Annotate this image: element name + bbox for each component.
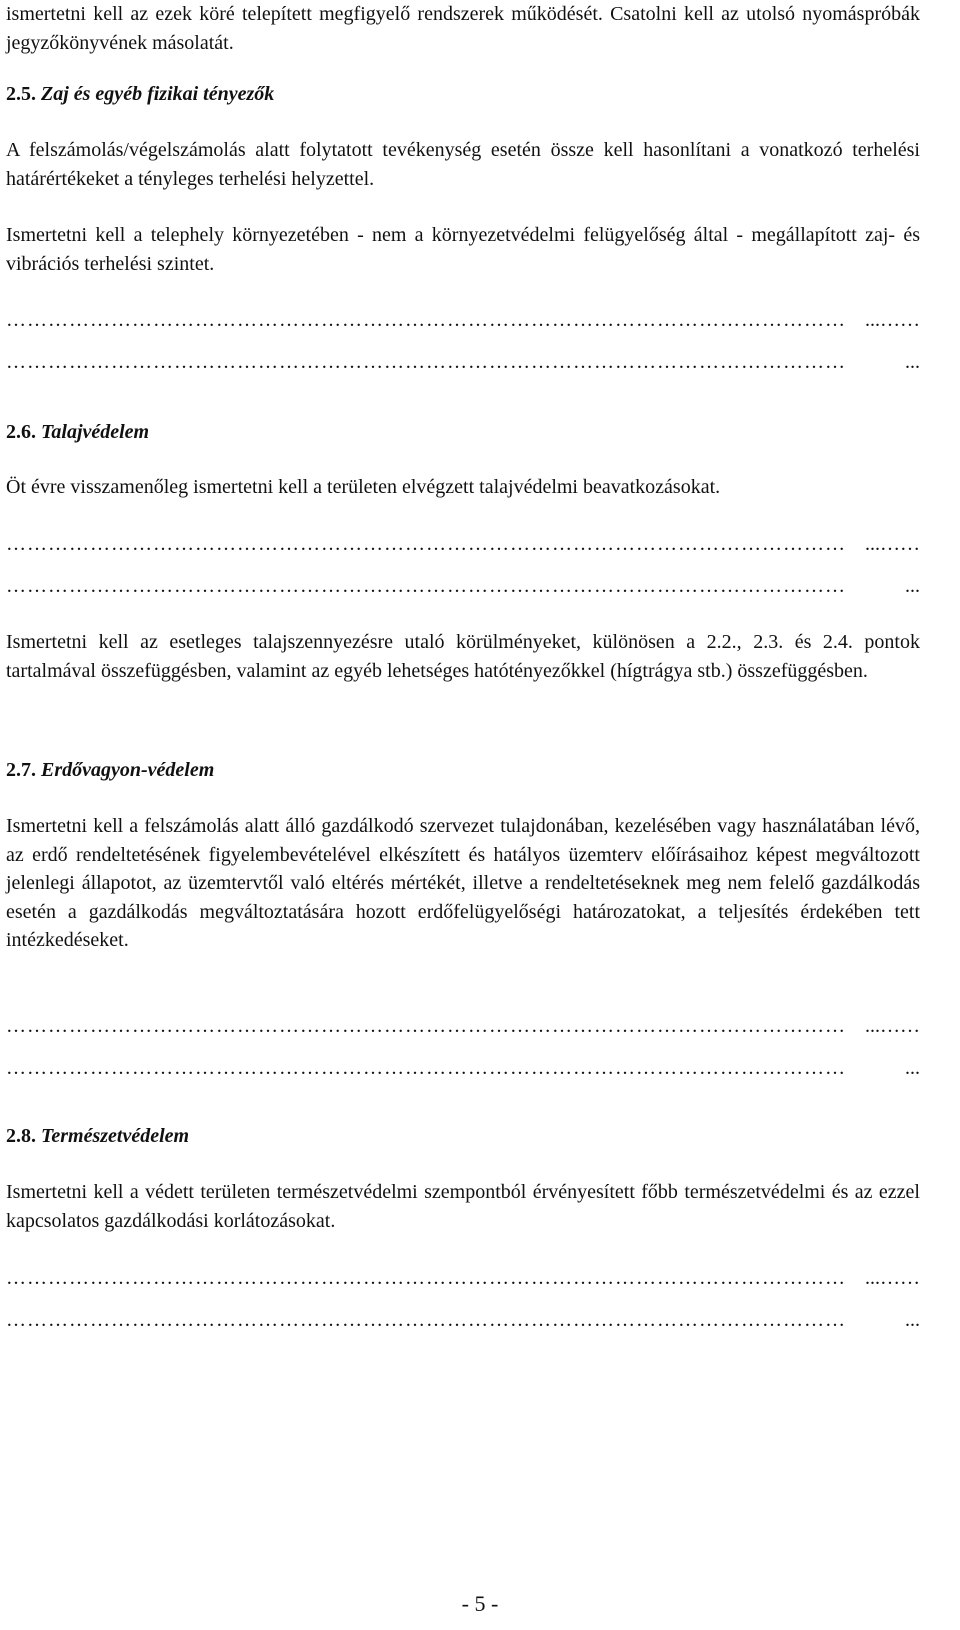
fill-in-line: ………………………………………………………………………………………………………… ... xyxy=(6,1057,920,1079)
section-number: 2.6. xyxy=(6,421,36,443)
section-number: 2.5. xyxy=(6,83,36,105)
paragraph: Ismertetni kell a védett területen természetvédelmi szempontból érvényesített főbb természetvédelmi és az ezzel kapcsolatos gazdálkodási korlátozásokat. xyxy=(6,1181,920,1232)
paragraph: Öt évre visszamenőleg ismertetni kell a területen elvégzett talajvédelmi beavatkozásokat. xyxy=(6,476,721,498)
section-number: 2.7. xyxy=(6,759,36,781)
section-number: 2.8. xyxy=(6,1125,36,1147)
fill-in-line: ………………………………………………………………………………………………………… ...…… xyxy=(6,309,920,331)
intro-paragraph: ismertetni kell az ezek köré telepített megfigyelő rendszerek működését. Csatolni kell az utolsó nyomáspróbák jegyzőkönyvének másolatát. xyxy=(6,3,920,54)
paragraph: Ismertetni kell a telephely környezetében - nem a környezetvédelmi felügyelőség által - megállapított zaj- és vibrációs terhelési szintet. xyxy=(6,224,920,275)
fill-in-line: ………………………………………………………………………………………………………… ...…… xyxy=(6,1267,920,1289)
section-heading-2-5 xyxy=(6,80,920,109)
paragraph: Ismertetni kell a felszámolás alatt álló gazdálkodó szervezet tulajdonában, kezelésében vagy használatában lévő, az erdő rendeltetésének figyelembevételével elkészített és hatályos üzemterv előírásaihoz képest megváltozott jelenlegi állapotot, az üzemtervtől való eltérés mértékét, illetve a rendeltetéseknek meg nem felelő gazdálkodás esetén a gazdálkodás megváltoztatására hozott erdőfelügyelőségi határozatokat, a teljesítés érdekében tett intézkedéseket. xyxy=(6,815,920,951)
section-heading-2-8 xyxy=(6,1122,920,1151)
paragraph: Ismertetni kell az esetleges talajszennyezésre utaló körülményeket, különösen a 2.2., 2.3. és 2.4. pontok tartalmával összefüggésben, valamint az egyéb lehetséges hatótényezőkkel (hígtrágya stb.) összefüggésben. xyxy=(6,631,920,682)
fill-in-line: ………………………………………………………………………………………………………… ...…… xyxy=(6,533,920,555)
paragraph: A felszámolás/végelszámolás alatt folytatott tevékenység esetén össze kell hasonlítani a vonatkozó terhelési határértékeket a tényleges terhelési helyzettel. xyxy=(6,139,920,190)
section-heading-2-6 xyxy=(6,418,920,447)
section-heading-2-7 xyxy=(6,756,920,785)
section-title: Talajvédelem xyxy=(41,421,150,443)
fill-in-line: ………………………………………………………………………………………………………… ... xyxy=(6,575,920,597)
fill-in-line: ………………………………………………………………………………………………………… ... xyxy=(6,351,920,373)
section-title: Zaj és egyéb fizikai tényezők xyxy=(41,83,275,105)
page-number: - 5 - xyxy=(461,1591,499,1616)
section-title: Természetvédelem xyxy=(41,1125,190,1147)
fill-in-line: ………………………………………………………………………………………………………… ...…… xyxy=(6,1015,920,1037)
fill-in-line: ………………………………………………………………………………………………………… ... xyxy=(6,1309,920,1331)
section-title: Erdővagyon-védelem xyxy=(41,759,215,781)
